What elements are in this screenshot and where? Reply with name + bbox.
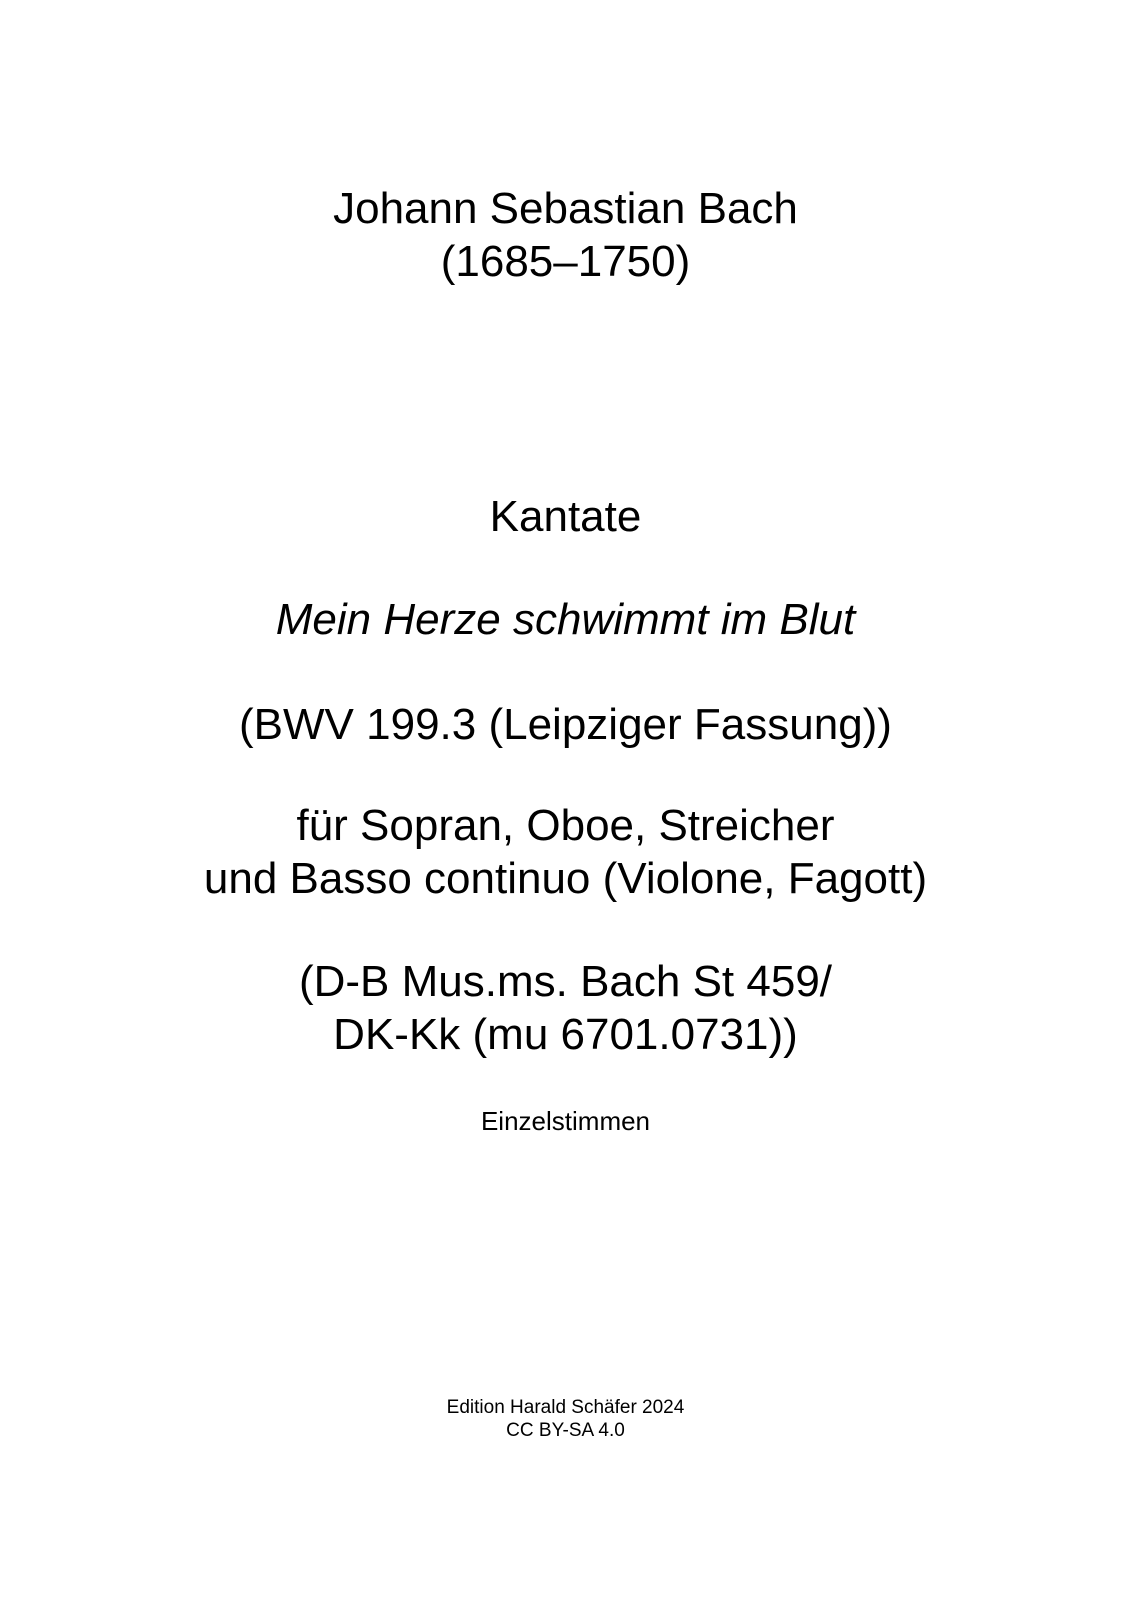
edition-type: Einzelstimmen [480,1106,651,1136]
source-line-2: DK-Kk (mu 6701.0731)) [333,1010,798,1059]
footer-edition: Edition Harald Schäfer 2024 [446,1397,685,1418]
scoring-line-2: und Basso continuo (Violone, Fagott) [203,854,928,903]
composer-dates: (1685–1750) [440,237,691,286]
footer-license: CC BY-SA 4.0 [506,1420,625,1441]
work-title: Mein Herze schwimmt im Blut [275,595,856,644]
work-genre: Kantate [489,492,642,541]
source-line-1: (D-B Mus.ms. Bach St 459/ [298,957,833,1006]
composer-name: Johann Sebastian Bach [333,184,798,233]
scoring-line-1: für Sopran, Oboe, Streicher [296,801,835,850]
catalog-number: (BWV 199.3 (Leipziger Fassung)) [239,700,892,749]
